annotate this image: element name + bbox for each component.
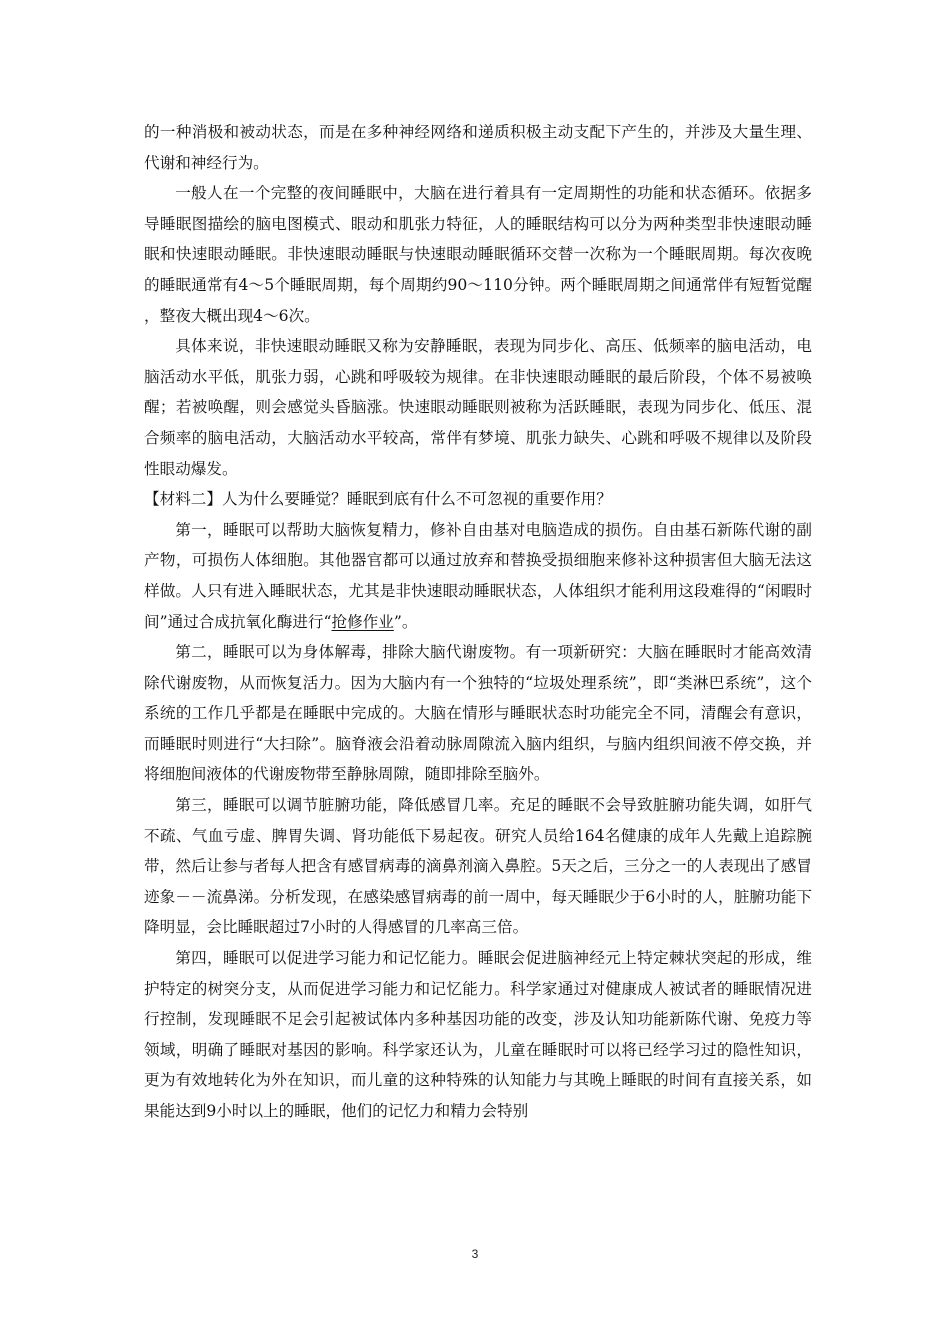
material-two-heading: 【材料二】人为什么要睡觉？睡眠到底有什么不可忽视的重要作用？	[144, 490, 612, 509]
paragraph-point-two: 第二，睡眠可以为身体解毒，排除大脑代谢废物。有一项新研究：大脑在睡眠时才能高效清除代谢废物，从而恢复活力。因为大脑内有一个独特的“垃圾处理系统”，即“类淋巴系统”，这个系统的工作几乎都是在睡眠中完成的。大脑在情形与睡眠状态时功能完全不同，清醒会有意识，而睡眠时则进行“大扫除”。脑脊液会沿着动脉周隙流入脑内组织，与脑内组织间液不停交换，并将细胞间液体的代谢废物带至静脉周隙，随即排除至脑外。	[144, 643, 812, 784]
point-one-text: 第一，睡眠可以帮助大脑恢复精力，修补自由基对电脑造成的损伤。自由基石新陈代谢的副产物，可损伤人体细胞。其他器官都可以通过放弃和替换受损细胞来修补这种损害但大脑无法这样做。人只有进入睡眠状态，尤其是非快速眼动睡眠状态，人体组织才能利用这段难得的“闲暇时间”通过合成抗氧化酶进行“	[144, 520, 812, 631]
underlined-phrase: 抢修作业	[331, 612, 394, 631]
paragraph-point-four: 第四，睡眠可以促进学习能力和记忆能力。睡眠会促进脑神经元上特定棘状突起的形成，维护特定的树突分支，从而促进学习能力和记忆能力。科学家通过对健康成人被试者的睡眠情况进行控制，发现睡眠不足会引起被试体内多种基因功能的改变，涉及认知功能新陈代谢、免疫力等领域，明确了睡眠对基因的影响。科学家还认为，儿童在睡眠时可以将已经学习过的隐性知识，更为有效地转化为外在知识，而儿童的这种特殊的认知能力与其晚上睡眠的时间有直接关系，如果能达到9小时以上的睡眠，他们的记忆力和精力会特别	[144, 949, 812, 1120]
page-number: 3	[471, 1247, 479, 1261]
document-body	[144, 117, 812, 1127]
paragraph-sleep-cycle: 一般人在一个完整的夜间睡眠中，大脑在进行着具有一定周期性的功能和状态循环。依据多导睡眠图描绘的脑电图模式、眼动和肌张力特征，人的睡眠结构可以分为两种类型非快速眼动睡眠和快速眼动睡眠。非快速眼动睡眠与快速眼动睡眠循环交替一次称为一个睡眠周期。每次夜晚的睡眠通常有4～5个睡眠周期，每个周期约90～110分钟。两个睡眠周期之间通常伴有短暂觉醒，整夜大概出现4～6次。	[144, 184, 812, 325]
paragraph-point-one	[144, 515, 812, 637]
paragraph-sleep-types: 具体来说，非快速眼动睡眠又称为安静睡眠，表现为同步化、高压、低频率的脑电活动，电脑活动水平低，肌张力弱，心跳和呼吸较为规律。在非快速眼动睡眠的最后阶段，个体不易被唤醒；若被唤醒，则会感觉头昏脑涨。快速眼动睡眠则被称为活跃睡眠，表现为同步化、低压、混合频率的脑电活动，大脑活动水平较高，常伴有梦境、肌张力缺失、心跳和呼吸不规律以及阶段性眼动爆发。	[144, 337, 812, 478]
point-one-ending: ”。	[393, 612, 418, 631]
paragraph-continuation: 的一种消极和被动状态，而是在多种神经网络和递质积极主动支配下产生的，并涉及大量生理、代谢和神经行为。	[144, 123, 812, 172]
paragraph-point-three: 第三，睡眠可以调节脏腑功能，降低感冒几率。充足的睡眠不会导致脏腑功能失调，如肝气不疏、气血亏虚、脾胃失调、肾功能低下易起夜。研究人员给164名健康的成年人先戴上追踪腕带，然后让参与者每人把含有感冒病毒的滴鼻剂滴入鼻腔。5天之后，三分之一的人表现出了感冒迹象－－流鼻涕。分析发现，在感染感冒病毒的前一周中，每天睡眠少于6小时的人，脏腑功能下降明显，会比睡眠超过7小时的人得感冒的几率高三倍。	[144, 796, 812, 937]
